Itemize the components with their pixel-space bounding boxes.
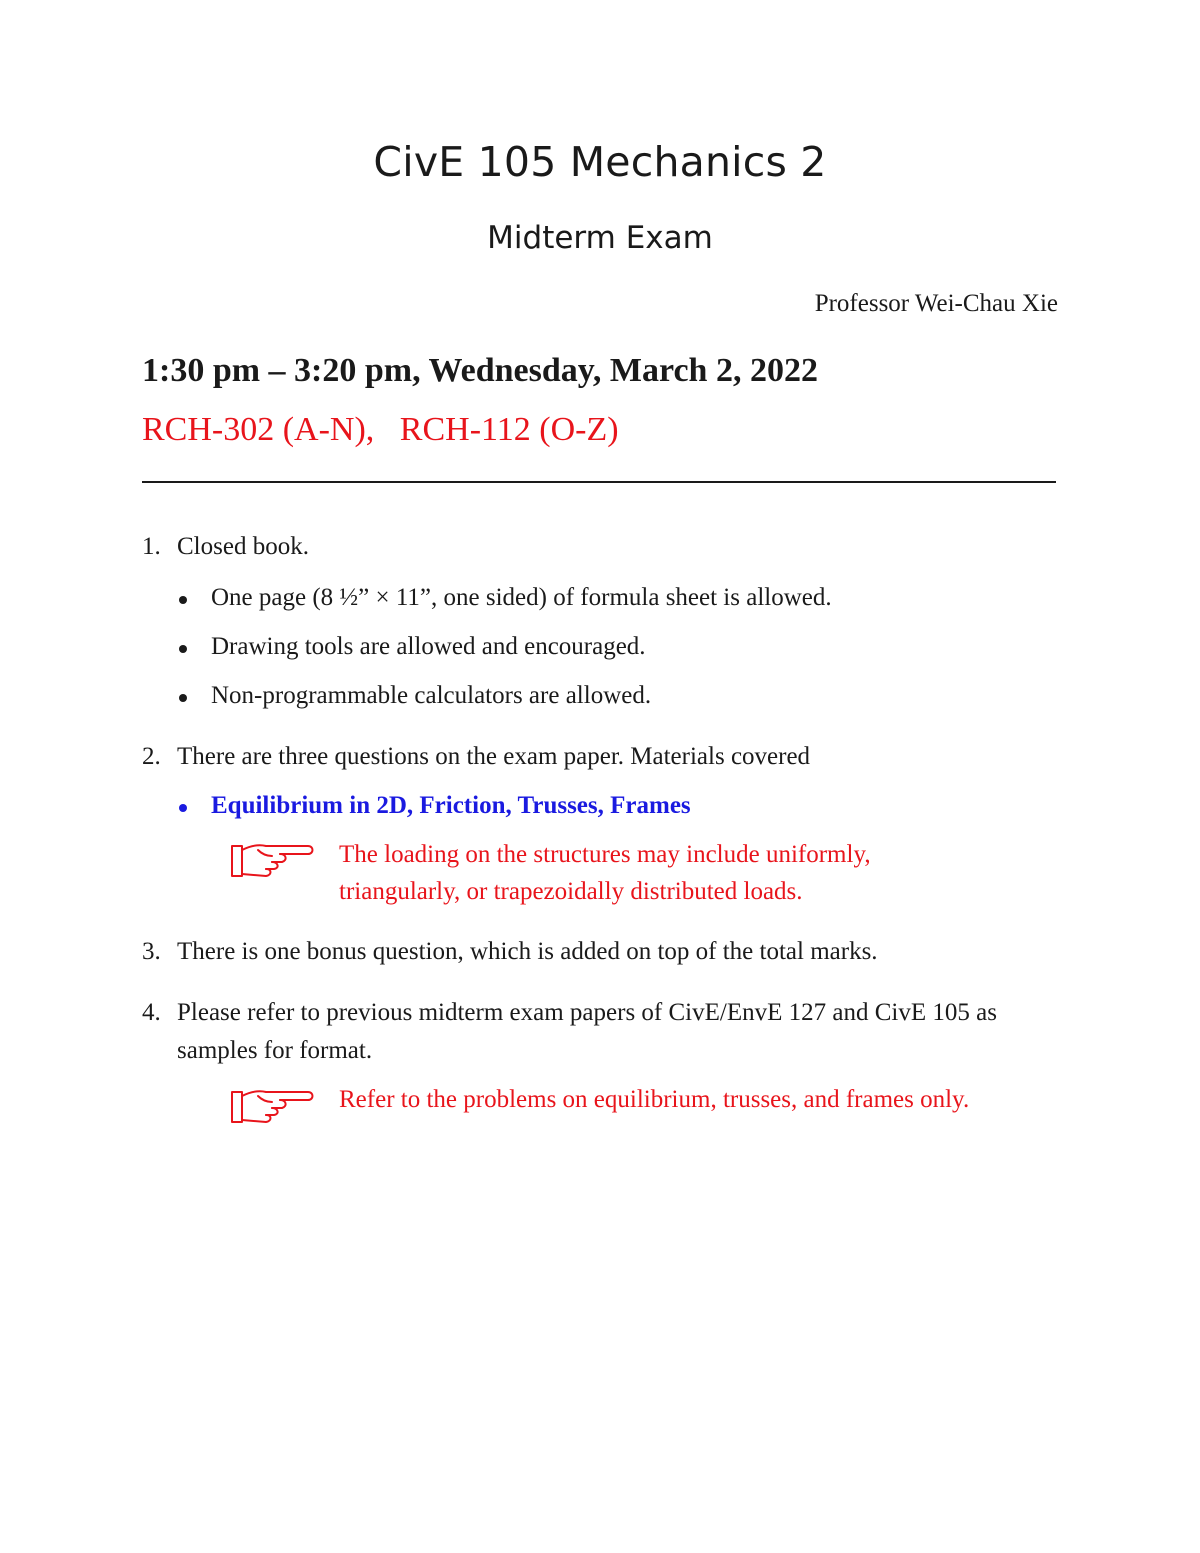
item-text: There is one bonus question, which is added on top of the total marks. (177, 938, 878, 965)
item-number: 1. (142, 533, 161, 560)
exam-datetime: 1:30 pm – 3:20 pm, Wednesday, March 2, 2022 (142, 352, 818, 389)
item-text: Closed book. (177, 533, 309, 560)
item-text: There are three questions on the exam paper. Materials covered (177, 743, 811, 770)
bullet-text: One page (8 ½” × 11”, one sided) of formula sheet is allowed. (211, 584, 832, 611)
bullet-dot (179, 645, 187, 653)
item-number: 2. (142, 743, 161, 770)
pointing-hand-icon (228, 1084, 318, 1128)
note-line: The loading on the structures may include uniformly, (339, 841, 871, 868)
bullet-text: Non-programmable calculators are allowed. (211, 682, 652, 709)
pointing-hand-icon (228, 838, 318, 882)
item-number: 4. (142, 999, 161, 1026)
bullet-dot (179, 804, 187, 812)
bullet-text: Drawing tools are allowed and encouraged. (211, 633, 646, 660)
course-title: CivE 105 Mechanics 2 (373, 138, 827, 186)
horizontal-divider (142, 481, 1056, 483)
item-text: samples for format. (177, 1037, 373, 1064)
item-number: 3. (142, 938, 161, 965)
exam-rooms: RCH-302 (A-N), RCH-112 (O-Z) (142, 411, 619, 448)
note-line: triangularly, or trapezoidally distributed loads. (339, 878, 803, 905)
bullet-dot (179, 694, 187, 702)
bullet-dot (179, 596, 187, 604)
item-text: Please refer to previous midterm exam papers of CivE/EnvE 127 and CivE 105 as (177, 999, 997, 1026)
topics-covered: Equilibrium in 2D, Friction, Trusses, Frames (211, 792, 691, 819)
professor-name: Professor Wei-Chau Xie (814, 290, 1058, 317)
note-line: Refer to the problems on equilibrium, trusses, and frames only. (339, 1086, 970, 1113)
exam-subtitle: Midterm Exam (487, 220, 713, 256)
